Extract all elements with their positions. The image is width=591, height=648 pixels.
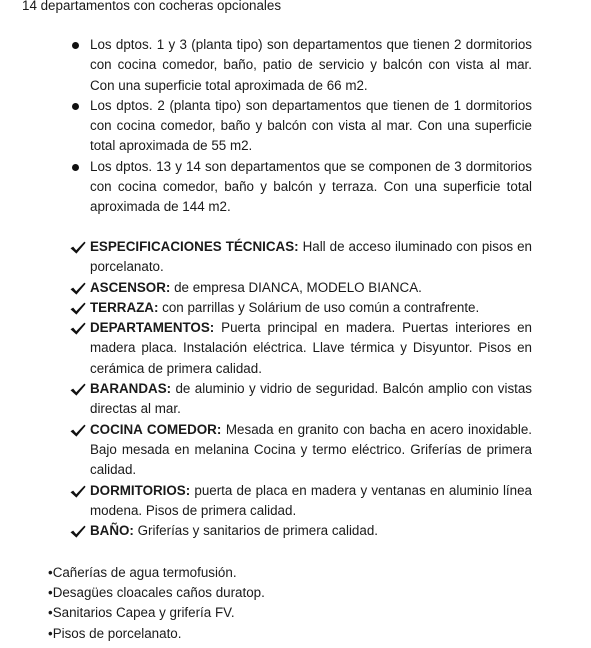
list-item: •Cañerías de agua termofusión.: [48, 565, 237, 580]
spec-label: BARANDAS:: [90, 381, 172, 397]
spec-item: [70, 379, 532, 420]
page-heading: 14 departamentos con cocheras opcionales: [22, 0, 282, 13]
unit-description: Los dptos. 13 y 14 son departamentos que se componen de 3 dormitorios con cocina comedor, baño y balcón y terraza. Con una superficie total aproximada de 144 m2.: [90, 158, 532, 215]
spec-text: de aluminio y vidrio de seguridad. Balcón amplio con vistas directas al mar.: [90, 381, 532, 417]
spec-item: [70, 521, 532, 541]
spec-label: ASCENSOR:: [90, 279, 171, 295]
spec-label: BAÑO:: [90, 523, 134, 539]
spec-label: COCINA COMEDOR:: [90, 421, 222, 437]
checkmark-icon: [70, 383, 86, 396]
spec-text: con parrillas y Solárium de uso común a contrafrente.: [158, 299, 480, 315]
list-item: •Sanitarios Capea y grifería FV.: [48, 605, 235, 621]
spec-item: [70, 298, 532, 318]
spec-item: [70, 318, 532, 379]
bullet-icon: [72, 103, 79, 110]
list-item: •Pisos de porcelanato.: [48, 625, 182, 641]
spec-item: [70, 278, 532, 298]
checkmark-icon: [70, 485, 86, 498]
unit-description: Los dptos. 2 (planta tipo) son departamentos que tienen de 1 dormitorios con cocina comedor, baño y balcón con vista al mar. Con una superficie total aproximada de 55 m2.: [90, 97, 532, 154]
spec-item: [70, 237, 532, 278]
list-item: •Desagües cloacales caños duratop.: [48, 585, 265, 601]
spec-text: Griferías y sanitarios de primera calidad.: [133, 523, 378, 539]
spec-text: Puerta principal en madera. Puertas interiores en madera placa. Instalación eléctrica. Llave térmica y Disyuntor. Pisos en cerámica de primera calidad.: [90, 320, 532, 376]
list-item: [72, 35, 532, 96]
specifications-list: [70, 237, 532, 541]
spec-text: Mesada en granito con bacha en acero inoxidable. Bajo mesada en melanina Cocina y termo eléctrico. Griferías de primera calidad.: [90, 421, 532, 478]
list-item: [72, 96, 532, 157]
bullet-icon: [72, 164, 79, 171]
unit-list: [72, 35, 532, 218]
spec-text: de empresa DIANCA, MODELO BIANCA.: [170, 279, 422, 295]
spec-label: DEPARTAMENTOS:: [90, 320, 215, 336]
bullet-icon: [72, 42, 79, 49]
checkmark-icon: [70, 525, 86, 538]
checkmark-icon: [70, 241, 86, 254]
checkmark-icon: [70, 282, 86, 295]
spec-text: Hall de acceso iluminado con pisos en porcelanato.: [90, 239, 532, 275]
spec-text: puerta de placa en madera y ventanas en aluminio línea modena. Pisos de primera calidad.: [90, 482, 532, 518]
spec-label: DORMITORIOS:: [90, 482, 191, 498]
spec-item: [70, 420, 532, 481]
checkmark-icon: [70, 302, 86, 315]
spec-item: [70, 481, 532, 522]
checkmark-icon: [70, 424, 86, 437]
checkmark-icon: [70, 322, 86, 335]
spec-label: TERRAZA:: [90, 299, 159, 315]
spec-label: ESPECIFICACIONES TÉCNICAS:: [90, 239, 299, 254]
unit-description: Los dptos. 1 y 3 (planta tipo) son departamentos que tienen 2 dormitorios con cocina comedor, baño, patio de servicio y balcón con vista al mar. Con una superficie total aproximada de 66 m2.: [90, 37, 532, 93]
extras-list: [48, 563, 265, 644]
list-item: [72, 157, 532, 218]
